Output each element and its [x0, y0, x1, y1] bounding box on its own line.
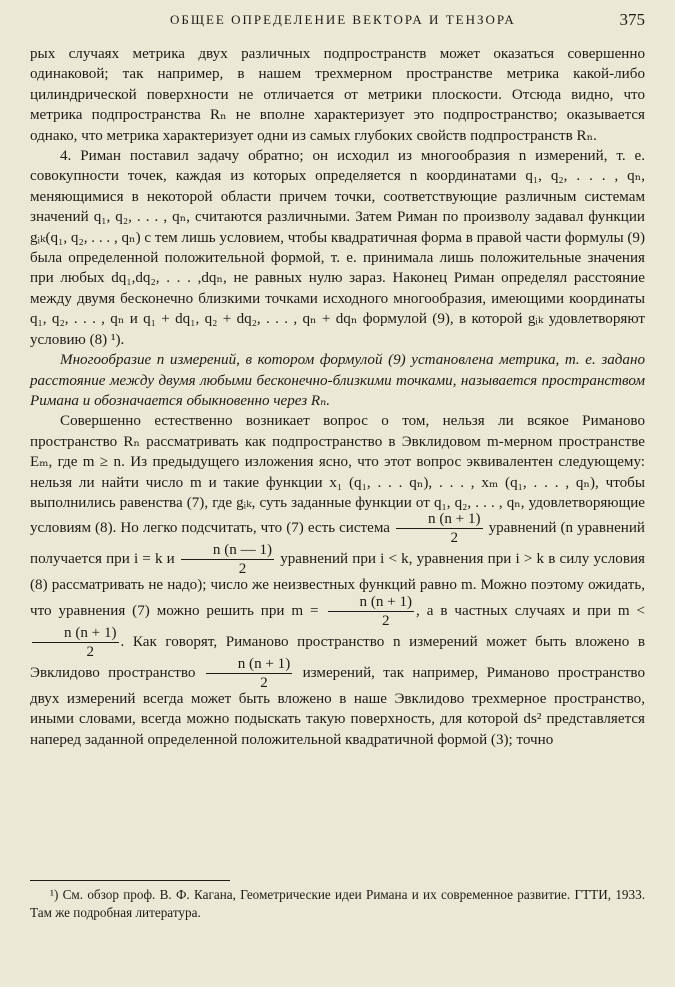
fraction-n-n-plus-1-over-2: $\frac{n (n + 1)}{2}$: [32, 624, 119, 661]
paragraph-2: 4. Риман поставил задачу обратно; он исходил из многообразия n измерений, т. е. совокупности точек, каждая из которых определяется n координатами q₁, q₂, . . . , qₙ, меняющимися в некоторой области причем точки, соответствующие различным системам значений q₁, q₂, . . . , qₙ, считаются различными. Затем Риман по произволу задавал функции gᵢₖ(q₁, q₂, . . . , qₙ) с тем лишь условием, чтобы квадратичная форма в правой части формулы (9) была определенной положительной формой, т. е. принимала лишь положительные значения при любых dq₁,dq₂, . . . ,dqₙ, не равных нулю зараз. Наконец Риман определял расстояние между двумя бесконечно близкими точками исходного многообразия, имеющими координаты q₁, q₂, . . . , qₙ и q₁ + dq₁, q₂ + dq₂, . . . , qₙ + dqₙ формулой (9), в которой gᵢₖ удовлетворяют условию (8) ¹).: [30, 148, 645, 348]
fraction-n-n-plus-1-over-2: $\frac{n (n + 1)}{2}$: [328, 593, 415, 630]
text-segment: уравнений при i < k, уравнения при i > k в силу условия (8) рассматривать не надо); число же неизвестных функций равно m. Можно поэтому ожидать, что уравнения (7) можно решить при m =: [30, 551, 645, 619]
running-title: ОБЩЕЕ ОПРЕДЕЛЕНИЕ ВЕКТОРА И ТЕНЗОРА: [170, 12, 516, 27]
footnote: ¹) См. обзор проф. В. Ф. Кагана, Геометрические идеи Римана и их современное развитие. ГТТИ, 1933. Там же подробная литература.: [30, 887, 645, 920]
footnote-rule: [30, 880, 230, 881]
paragraph-4: [30, 411, 645, 750]
paragraph-3-definition: [30, 350, 645, 411]
fraction-n-n-plus-1-over-2: $\frac{n (n + 1)}{2}$: [396, 510, 483, 547]
fraction-n-n-minus-1-over-2: $\frac{n (n — 1)}{2}$: [181, 541, 274, 578]
text-segment: . Как говорят, Риманово пространство n измерений может быть вложено в Эвклидово пространство: [30, 633, 645, 681]
page-number: 375: [619, 10, 645, 29]
definition-text: Многообразие n измерений, в котором формулой (9) установлена метрика, т. е. задано расстояние между двумя любыми бесконечно-близкими точками, называется пространством Римана и обозначается обыкновенно через Rₙ.: [30, 352, 645, 409]
text-segment: , а в частных случаях и при m <: [416, 602, 646, 619]
main-text: [30, 44, 645, 750]
text-segment: Совершенно естественно возникает вопрос о том, нельзя ли всякое Риманово пространство Rₙ рассматривать как подпространство в Эвклидовом m-мерном пространстве Eₘ, где m ≥ n. Из предыдущего изложения ясно, что этот вопрос эквивалентен следующему: нельзя ли найти число m и такие функции x₁ (q₁, . . . qₙ), . . . , xₘ (q₁, . . . , qₙ), чтобы выполнились равенства (7), где gᵢₖ, суть заданные функции от q₁, q₂, . . . , qₙ, удовлетворяющие условиям (8). Но легко подсчитать, что (7) есть система: [30, 413, 645, 537]
text-segment: измерений, так например, Риманово пространство двух измерений всегда может быть вложено в наше Эвклидово трехмерное пространство, иными словами, всегда можно подыскать такую поверхность, для которой ds² представляется наперед заданной определенной положительной квадратичной формой (3); точно: [30, 664, 645, 748]
fraction-n-n-plus-1-over-2: $\frac{n (n + 1)}{2}$: [206, 655, 293, 692]
text-segment: уравнений (n уравнений получается при i = k и: [30, 520, 646, 568]
paragraph-1: рых случаях метрика двух различных подпространств может оказаться совершенно одинаковой; так например, в нашем трехмерном пространстве метрика какой-либо цилиндрической поверхности не отличается от метрики плоскости. Отсюда видно, что метрика подпространства Rₙ не вполне характеризует это подпространство; оказывается однако, что метрика характеризует одни из самых глубоких свойств подпространств Rₙ.: [30, 46, 645, 144]
running-header: [30, 10, 645, 32]
